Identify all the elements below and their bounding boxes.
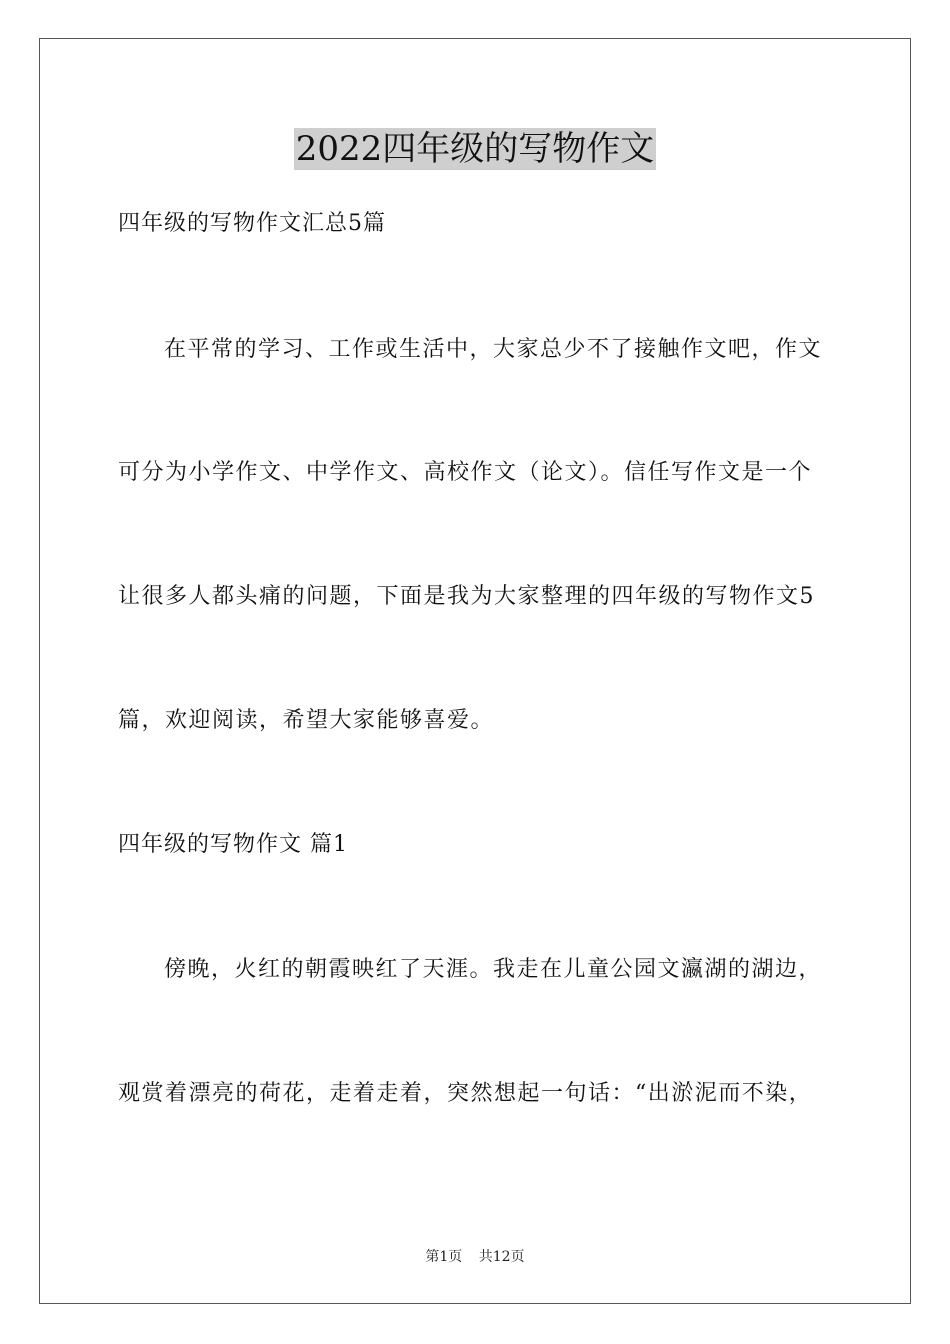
- page-footer: [0, 1247, 950, 1267]
- section-paragraph-line: 观赏着漂亮的荷花，走着走着，突然想起一句话：“出淤泥而不染，: [118, 1081, 813, 1106]
- section-paragraph-line: 傍晚，火红的朝霞映红了天涯。我走在儿童公园文瀛湖的湖边，: [164, 957, 823, 982]
- intro-paragraph-line: 让很多人都头痛的问题，下面是我为大家整理的四年级的写物作文5: [118, 584, 815, 609]
- section-heading: 四年级的写物作文 篇1: [118, 832, 348, 857]
- title-container: [0, 128, 950, 170]
- document-title: 2022四年级的写物作文: [295, 129, 655, 169]
- intro-paragraph-line: 篇，欢迎阅读，希望大家能够喜爱。: [118, 708, 495, 733]
- intro-paragraph-line: 在平常的学习、工作或生活中，大家总少不了接触作文吧，作文: [164, 337, 823, 362]
- intro-paragraph-line: 可分为小学作文、中学作文、高校作文（论文）。信任写作文是一个: [118, 460, 813, 485]
- page-number: 第1页: [425, 1249, 463, 1265]
- document-subtitle: 四年级的写物作文汇总5篇: [118, 211, 386, 236]
- total-pages: 共12页: [478, 1249, 525, 1265]
